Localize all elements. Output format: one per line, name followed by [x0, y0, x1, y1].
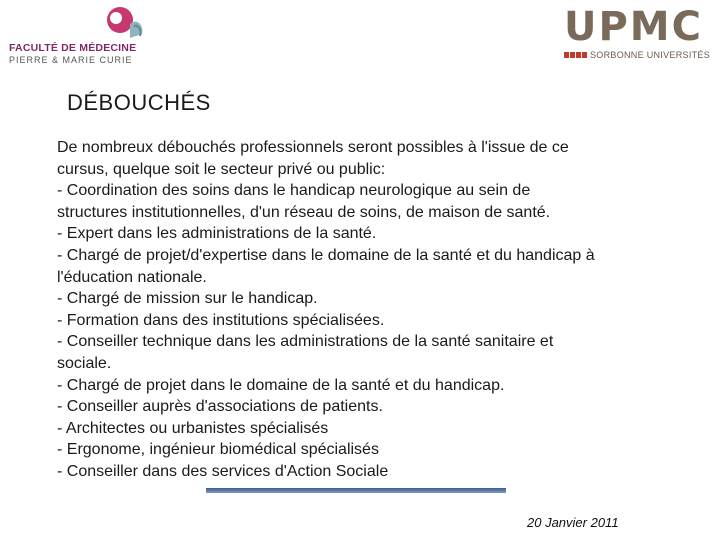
page-title: DÉBOUCHÉS	[67, 90, 211, 115]
text-line: cursus, quelque soit le secteur privé ou public:	[57, 160, 386, 178]
text-line: - Chargé de projet dans le domaine de la santé et du handicap.	[57, 376, 505, 394]
text-line: - Chargé de projet/d'expertise dans le domaine de la santé et du handicap à	[57, 246, 595, 264]
faculty-emblem-icon	[100, 4, 152, 42]
upmc-wordmark: UPMC	[564, 4, 703, 50]
text-line: - Coordination des soins dans le handicap neurologique au sein de	[57, 182, 531, 200]
text-line: De nombreux débouchés professionnels seront possibles à l'issue de ce	[57, 139, 569, 156]
text-line: - Conseiller dans des services d'Action Sociale	[57, 462, 389, 480]
text-line: - Conseiller auprès d'associations de patients.	[57, 398, 383, 416]
university-subtitle: SORBONNE UNIVERSITÉS	[590, 50, 711, 60]
text-line: sociale.	[57, 354, 112, 372]
text-line: - Chargé de mission sur le handicap.	[57, 290, 318, 308]
text-line: - Expert dans les administrations de la santé.	[57, 225, 377, 243]
faculty-name: FACULTÉ DE MÉDECINE	[9, 42, 137, 54]
footer-date: 20 Janvier 2011	[527, 515, 619, 530]
careers-list	[57, 137, 677, 483]
text-line: - Ergonome, ingénieur biomédical spécialisés	[57, 441, 379, 459]
footer-divider	[206, 488, 506, 493]
text-line: l'éducation nationale.	[57, 268, 207, 286]
text-line: - Architectes ou urbanistes spécialisés	[57, 419, 329, 437]
faculty-logo	[4, 4, 154, 64]
text-line: - Conseiller technique dans les administrations de la santé sanitaire et	[57, 333, 554, 351]
text-line: - Formation dans des institutions spécialisées.	[57, 311, 385, 329]
faculty-subname: PIERRE & MARIE CURIE	[9, 55, 133, 65]
sorbonne-marks-icon	[564, 52, 588, 58]
text-line: structures institutionnelles, d'un réseau de soins, de maison de santé.	[57, 203, 551, 221]
university-logo	[560, 4, 711, 65]
